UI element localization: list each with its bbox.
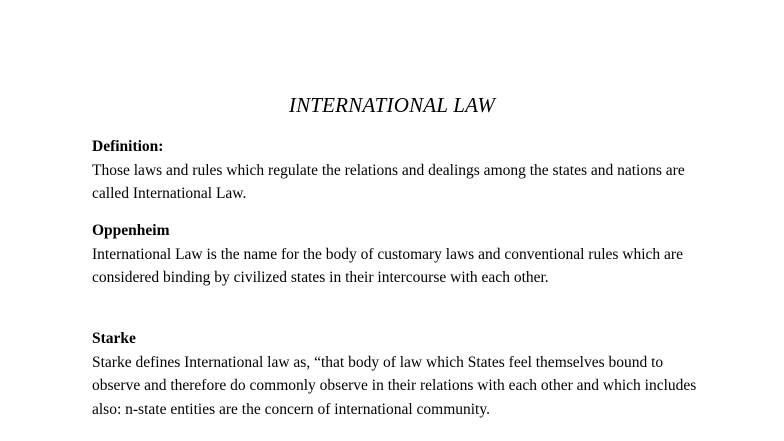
section-body-oppenheim: International Law is the name for the body of customary laws and conventional rules which are considered binding by civilized states in their intercourse with each other. [92,245,683,286]
section-body-definition: Those laws and rules which regulate the relations and dealings among the states and nations are called International Law. [92,161,685,202]
section-oppenheim [92,219,712,290]
section-starke [92,327,712,421]
section-heading-oppenheim: Oppenheim [92,222,170,239]
section-body-starke: Starke defines International law as, “that body of law which States feel themselves bound to observe and therefore do commonly observe in their relations with each other and which includes also: n-state entities are the concern of international community. [92,353,697,418]
section-heading-definition: Definition: [92,138,164,155]
section-definition [92,135,712,206]
document-title: INTERNATIONAL LAW [288,93,496,117]
section-heading-starke: Starke [92,330,136,347]
